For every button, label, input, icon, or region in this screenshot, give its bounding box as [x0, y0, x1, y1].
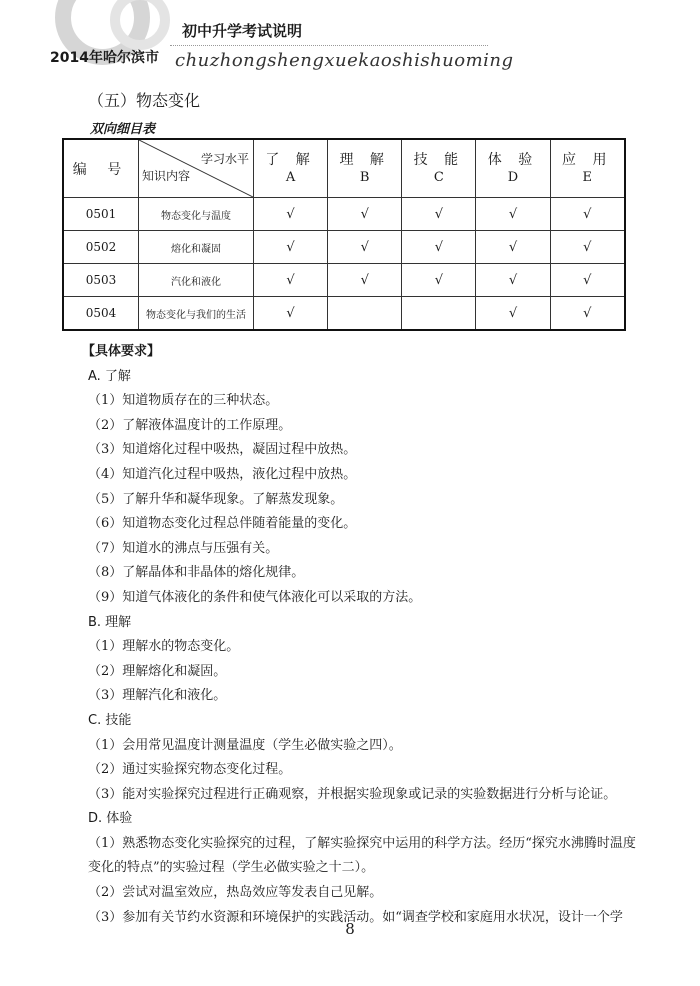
check-mark: √ [328, 198, 402, 231]
table-row [63, 264, 625, 297]
list-item: （1）熟悉物态变化实验探究的过程，了解实验探究中运用的科学方法。经历“探究水沸腾时温度变化的特点”的实验过程（学生必做实验之十二）。 [88, 835, 636, 876]
row-code: 0502 [63, 231, 139, 264]
check-mark: √ [254, 198, 328, 231]
list-item: （3）能对实验探究过程进行正确观察，并根据实验现象或记录的实验数据进行分析与论证。 [88, 786, 617, 802]
level-header-c: 技 能 C [402, 139, 476, 198]
list-item: （2）理解熔化和凝固。 [88, 663, 227, 679]
two-way-specification-table [62, 138, 626, 331]
header-pinyin: chuzhongshengxuekaoshishuoming [175, 50, 514, 71]
row-content: 汽化和液化 [139, 264, 254, 297]
check-mark: √ [402, 231, 476, 264]
list-item: （2）通过实验探究物态变化过程。 [88, 762, 292, 778]
requirements-body [82, 340, 642, 930]
check-mark: √ [550, 297, 625, 331]
check-mark: √ [550, 264, 625, 297]
level-header-e: 应 用 E [550, 139, 625, 198]
list-item: （3）参加有关节约水资源和环境保护的实践活动。如“调查学校和家庭用水状况，设计一个学 [88, 909, 623, 925]
list-item: （1）会用常见温度计测量温度（学生必做实验之四）。 [88, 737, 402, 753]
check-mark: √ [328, 231, 402, 264]
check-mark [402, 297, 476, 331]
category-title: C. 技能 [88, 712, 132, 728]
diagonal-header-cell [139, 139, 254, 198]
category-title: B. 理解 [88, 614, 132, 630]
header-title: 初中升学考试说明 [182, 22, 303, 40]
check-mark: √ [402, 198, 476, 231]
row-content: 熔化和凝固 [139, 231, 254, 264]
table-row [63, 297, 625, 331]
check-mark: √ [254, 231, 328, 264]
row-content: 物态变化与温度 [139, 198, 254, 231]
check-mark: √ [254, 297, 328, 331]
check-mark [328, 297, 402, 331]
category-title: D. 体验 [88, 811, 133, 827]
level-header-a: 了 解 A [254, 139, 328, 198]
check-mark: √ [476, 198, 550, 231]
check-mark: √ [476, 297, 550, 331]
table-row [63, 198, 625, 231]
row-code: 0503 [63, 264, 139, 297]
list-item: （2）尝试对温室效应，热岛效应等发表自己见解。 [88, 885, 383, 901]
level-header-b: 理 解 B [328, 139, 402, 198]
diag-top-label: 学习水平 [200, 152, 249, 166]
row-code: 0501 [63, 198, 139, 231]
list-item: （9）知道气体液化的条件和使气体液化可以采取的方法。 [88, 589, 422, 605]
level-header-d: 体 验 D [476, 139, 550, 198]
check-mark: √ [550, 198, 625, 231]
section-title: （五）物态变化 [88, 91, 201, 110]
list-item: （6）知道物态变化过程总伴随着能量的变化。 [88, 516, 357, 532]
list-item: （5）了解升华和凝华现象。了解蒸发现象。 [88, 491, 344, 507]
diag-bottom-label: 知识内容 [142, 169, 191, 183]
page-number: 8 [345, 920, 355, 938]
row-content: 物态变化与我们的生活 [139, 297, 254, 331]
requirements-header: 【具体要求】 [82, 344, 161, 359]
category-title: A. 了解 [88, 368, 131, 384]
check-mark: √ [328, 264, 402, 297]
table-row [63, 231, 625, 264]
check-mark: √ [550, 231, 625, 264]
check-mark: √ [476, 231, 550, 264]
check-mark: √ [254, 264, 328, 297]
list-item: （2）了解液体温度计的工作原理。 [88, 417, 292, 433]
code-header: 编 号 [63, 139, 139, 198]
table-caption: 双向细目表 [90, 122, 156, 137]
list-item: （8）了解晶体和非晶体的熔化规律。 [88, 565, 305, 581]
list-item: （1）理解水的物态变化。 [88, 639, 240, 655]
list-item: （7）知道水的沸点与压强有关。 [88, 540, 279, 556]
check-mark: √ [476, 264, 550, 297]
list-item: （1）知道物质存在的三种状态。 [88, 393, 279, 409]
list-item: （4）知道汽化过程中吸热，液化过程中放热。 [88, 466, 357, 482]
list-item: （3）知道熔化过程中吸热，凝固过程中放热。 [88, 442, 357, 458]
table-header-row [63, 139, 625, 198]
check-mark: √ [402, 264, 476, 297]
header-divider [170, 45, 488, 46]
row-code: 0504 [63, 297, 139, 331]
list-item: （3）理解汽化和液化。 [88, 688, 227, 704]
header-year-city: 2014年哈尔滨市 [50, 50, 159, 66]
